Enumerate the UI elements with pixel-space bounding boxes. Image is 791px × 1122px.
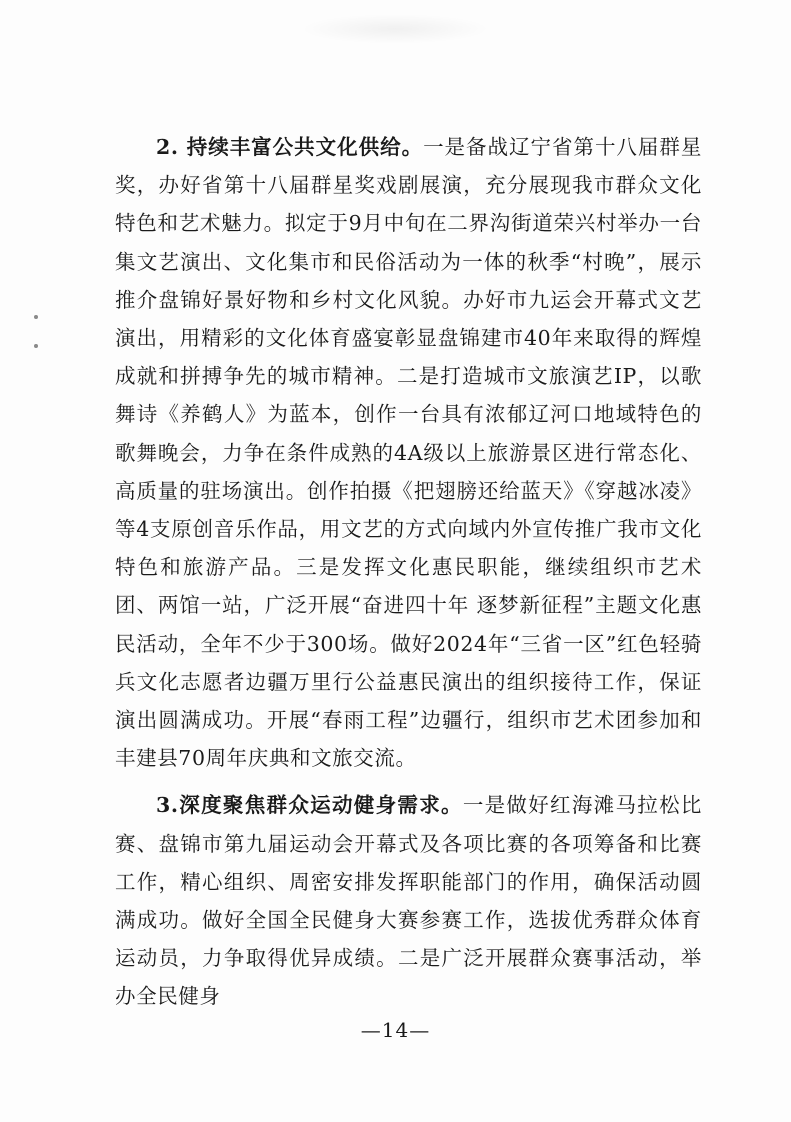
paragraph-2 bbox=[115, 128, 702, 777]
binding-hole-dot bbox=[34, 344, 38, 348]
binding-hole-dot bbox=[34, 315, 38, 319]
paragraph-heading: 3.深度聚焦群众运动健身需求。 bbox=[156, 793, 463, 818]
paragraph-3 bbox=[115, 786, 702, 1015]
paragraph-body: 一是做好红海滩马拉松比赛、盘锦市第九届运动会开幕式及各项比赛的各项筹备和比赛工作，精心组织、周密安排发挥职能部门的作用，确保活动圆满成功。做好全国全民健身大赛参赛工作，选拔优秀群众体育运动员，力争取得优异成绩。二是广泛开展群众赛事活动，举办全民健身 bbox=[115, 793, 702, 1009]
paragraph-body: 一是备战辽宁省第十八届群星奖，办好省第十八届群星奖戏剧展演，充分展现我市群众文化特色和艺术魅力。拟定于9月中旬在二界沟街道荣兴村举办一台集文艺演出、文化集市和民俗活动为一体的秋季“村晚”，展示推介盘锦好景好物和乡村文化风貌。办好市九运会开幕式文艺演出，用精彩的文化体育盛宴彰显盘锦建市40年来取得的辉煌成就和拼搏争先的城市精神。二是打造城市文旅演艺IP，以歌舞诗《养鹤人》为蓝本，创作一台具有浓郁辽河口地域特色的歌舞晚会，力争在条件成熟的4A级以上旅游景区进行常态化、高质量的驻场演出。创作拍摄《把翅膀还给蓝天》《穿越冰凌》等4支原创音乐作品，用文艺的方式向域内外宣传推广我市文化特色和旅游产品。三是发挥文化惠民职能，继续组织市艺术团、两馆一站，广泛开展“奋进四十年 逐梦新征程”主题文化惠民活动，全年不少于300场。做好2024年“三省一区”红色轻骑兵文化志愿者边疆万里行公益惠民演出的组织接待工作，保证演出圆满成功。开展“春雨工程”边疆行，组织市艺术团参加和丰建县70周年庆典和文旅交流。 bbox=[115, 135, 702, 771]
paragraph-heading: 2. 持续丰富公共文化供给。 bbox=[156, 135, 424, 159]
scan-shadow bbox=[300, 14, 490, 44]
body-text bbox=[115, 128, 702, 1016]
page-number: —14— bbox=[360, 1018, 431, 1042]
